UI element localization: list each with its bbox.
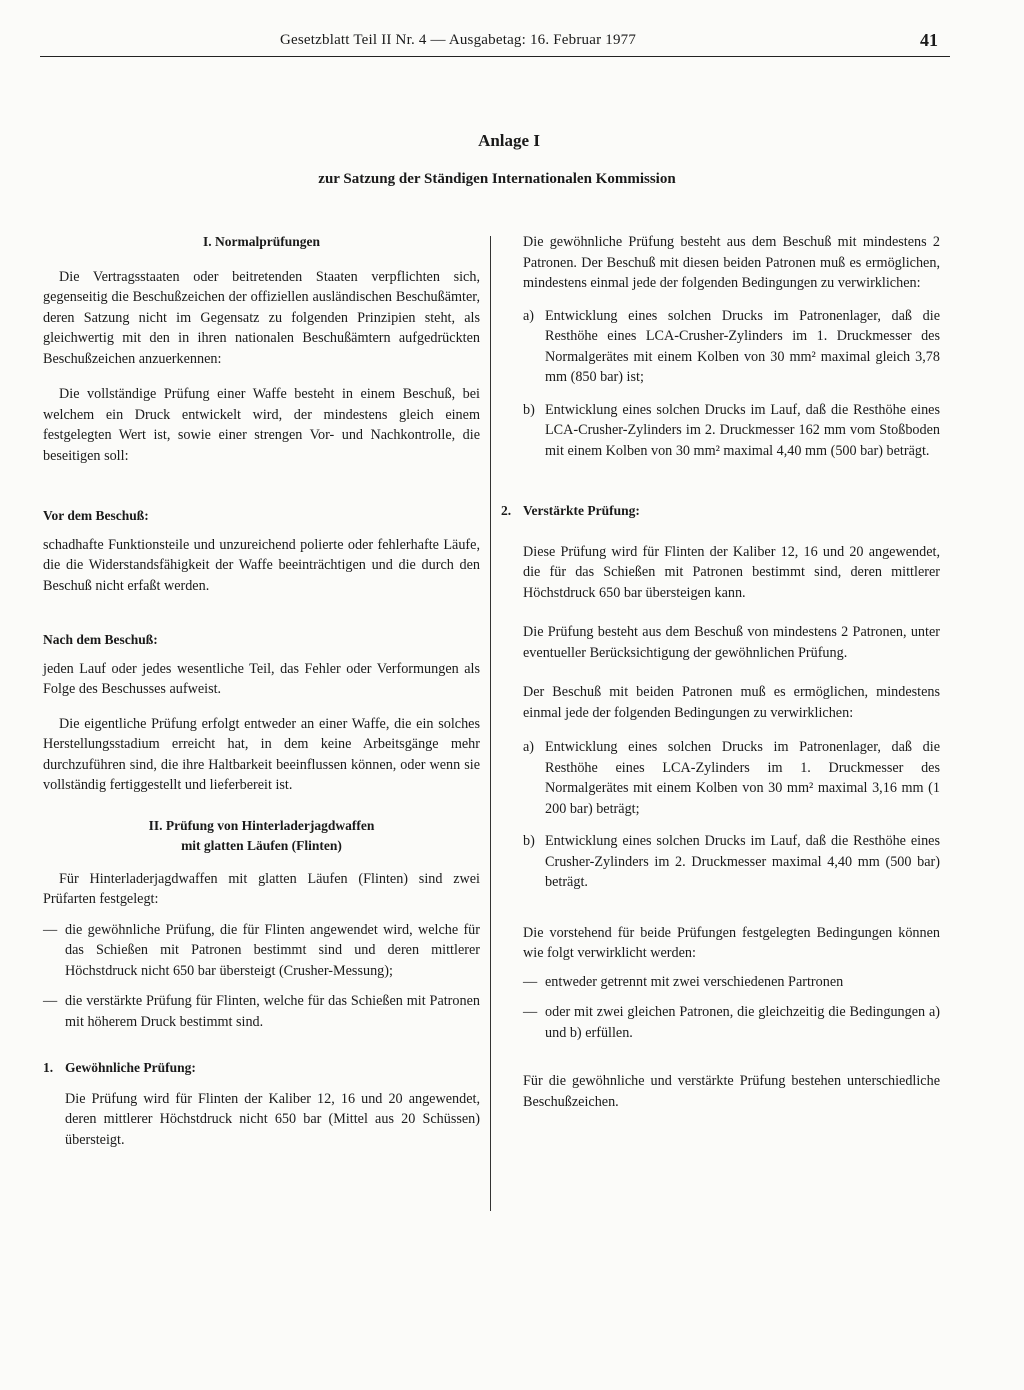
right-column: [501, 232, 940, 1112]
paragraph: Die Vertragsstaaten oder beitretenden Staaten verpflichten sich, gegenseitig die Beschußzeichen der offiziellen ausländischen Beschußämter, deren Satzung nicht im Gegensatz zu folgenden Prinzipien steht, als gleichwertig mit den in ihren nationalen Beschußämtern aufgedrückten Beschußzeichen anzuerkennen:: [43, 268, 480, 367]
numbered-heading: [501, 501, 940, 522]
paragraph: Die eigentliche Prüfung erfolgt entweder an einer Waffe, die ein solches Herstellungsstadium erreicht hat, in dem keine Arbeitsgänge mehr durchzuführen sind, die ihre Haltbarkeit beeinflussen können, oder wenn sie vollständig fertiggestellt und lieferbereit ist.: [43, 715, 480, 793]
list-item: [43, 920, 480, 982]
header-rule: [40, 56, 950, 57]
list-item-text: Entwicklung eines solchen Drucks im Lauf, daß die Resthöhe eines LCA-Crusher-Zylinders im 2. Druckmesser 162 mm vom Stoßboden mit einem Kolben von 30 mm² maximal 4,40 mm (500 bar) beträgt.: [545, 401, 940, 459]
numbered-heading: [43, 1058, 480, 1079]
item-label: a): [523, 739, 535, 755]
subheading-nach-dem-beschuss: Nach dem Beschuß:: [43, 632, 158, 647]
list-item: [523, 306, 940, 388]
page-header: [0, 30, 1024, 60]
paragraph: Die Prüfung wird für Flinten der Kaliber 12, 16 und 20 angewendet, deren mittlerer Höchstdruck nicht 650 bar (Mittel aus 20 Schüssen) übersteigt.: [65, 1090, 480, 1148]
dash-marker: —: [523, 973, 538, 990]
list-item-text: entweder getrennt mit zwei verschiedenen Partronen: [545, 973, 844, 990]
paragraph: Für die gewöhnliche und verstärkte Prüfung bestehen unterschiedliche Beschußzeichen.: [523, 1073, 940, 1110]
list-item: [523, 1002, 940, 1043]
item-number: 1.: [43, 1060, 54, 1075]
paragraph: Der Beschuß mit beiden Patronen muß es ermöglichen, mindestens einmal jede der folgenden Bedingungen zu verwirklichen:: [523, 684, 940, 721]
heading-text: Verstärkte Prüfung:: [523, 503, 640, 518]
column-divider: [490, 236, 491, 1211]
list-item: [43, 991, 480, 1032]
list-item-text: die gewöhnliche Prüfung, die für Flinten angewendet wird, welche für das Schießen mit Patronen bestimmt sind und deren mittlerer Höchstdruck nicht 650 bar übersteigt (Crusher-Messung);: [65, 921, 480, 979]
section-heading-normalpruefungen: I. Normalprüfungen: [202, 234, 320, 249]
list-item-text: oder mit zwei gleichen Patronen, die gleichzeitig die Bedingungen a) und b) erfüllen.: [545, 1004, 940, 1041]
paragraph: Die vorstehend für beide Prüfungen festgelegten Bedingungen können wie folgt verwirklicht werden:: [523, 924, 940, 961]
list-item-text: Entwicklung eines solchen Drucks im Lauf, daß die Resthöhe eines Crusher-Zylinders im 2. Druckmesser maximal 4,40 mm (500 bar) beträgt.: [545, 833, 940, 890]
item-number: 2.: [501, 503, 512, 518]
document-subtitle: zur Satzung der Ständigen Internationalen Kommission: [318, 171, 676, 187]
item-label: b): [523, 401, 535, 418]
paragraph: jeden Lauf oder jedes wesentliche Teil, das Fehler oder Verformungen als Folge des Beschusses aufweist.: [43, 660, 480, 697]
paragraph: Die gewöhnliche Prüfung besteht aus dem Beschuß mit mindestens 2 Patronen. Der Beschuß mit diesen beiden Patronen muß es ermöglichen, mindestens einmal jede der folgenden Bedingungen zu verwirklichen:: [523, 234, 940, 291]
list-item-text: die verstärkte Prüfung für Flinten, welche für das Schießen mit Patronen mit höherem Druck bestimmt sind.: [65, 993, 480, 1030]
item-label: b): [523, 833, 535, 849]
document-title: Anlage I: [478, 131, 540, 150]
dash-marker: —: [43, 993, 58, 1009]
paragraph: Die Prüfung besteht aus dem Beschuß von mindestens 2 Patronen, unter eventueller Berücksichtigung der gewöhnlichen Prüfung.: [523, 624, 940, 661]
list-item: [523, 737, 940, 819]
heading-text: Gewöhnliche Prüfung:: [65, 1060, 196, 1075]
list-item: [523, 972, 940, 993]
list-item-text: Entwicklung eines solchen Drucks im Patronenlager, daß die Resthöhe eines LCA-Zylinders im 1. Druckmesser des Normalgerätes mit einem Kolben von 30 mm² maximal 3,16 mm (1 200 bar) beträgt;: [545, 739, 940, 817]
left-column: [43, 232, 480, 1150]
section-heading-line-1: II. Prüfung von Hinterladerjagdwaffen: [148, 817, 375, 833]
paragraph: Für Hinterladerjagdwaffen mit glatten Läufen (Flinten) sind zwei Prüfarten festgelegt:: [43, 870, 480, 907]
page-number: 41: [920, 30, 938, 50]
paragraph: Die vollständige Prüfung einer Waffe besteht in einem Beschuß, bei welchem ein Druck entwickelt wird, der mindestens gleich einem festgelegten Wert ist, sowie einer strengen Vor- und Nachkontrolle, die beseitigen soll:: [43, 386, 480, 464]
running-title: Gesetzblatt Teil II Nr. 4 — Ausgabetag: 16. Februar 1977: [280, 32, 637, 48]
subheading-vor-dem-beschuss: Vor dem Beschuß:: [43, 508, 149, 523]
item-label: a): [523, 307, 535, 324]
list-item-text: Entwicklung eines solchen Drucks im Patronenlager, daß die Resthöhe eines LCA-Crusher-Zylinders im 1. Druckmesser des Normalgerätes mit einem Kolben von 30 mm² maximal gleich 3,78 mm (850 bar) ist;: [545, 307, 940, 385]
paragraph: Diese Prüfung wird für Flinten der Kaliber 12, 16 und 20 angewendet, die für das Schießen mit Patronen bestimmt sind, deren mittlerer Höchstdruck 650 bar übersteigen kann.: [523, 543, 940, 601]
list-item: [523, 831, 940, 893]
list-item: [523, 400, 940, 462]
paragraph: schadhafte Funktionsteile und unzureichend polierte oder fehlerhafte Läufe, die die Widerstandsfähigkeit der Waffe beeinträchtigen und die durch den Beschuß nicht erfaßt werden.: [43, 536, 480, 594]
dash-marker: —: [523, 1004, 538, 1020]
section-heading-line-2: mit glatten Läufen (Flinten): [181, 838, 342, 853]
dash-marker: —: [43, 921, 58, 938]
